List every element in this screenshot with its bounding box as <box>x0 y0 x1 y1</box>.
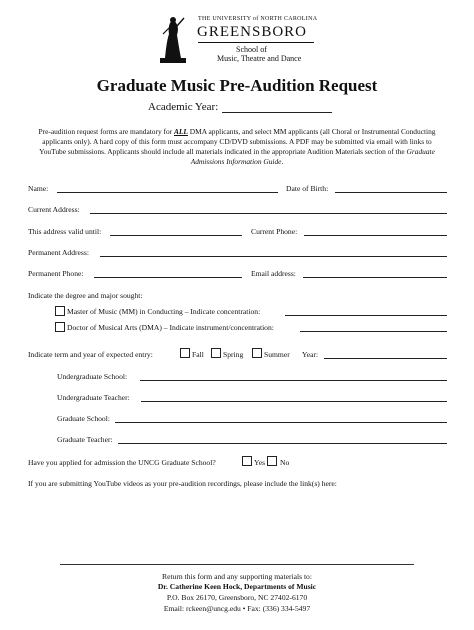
footer-address: P.O. Box 26170, Greensboro, NC 27402-6170 <box>166 593 308 602</box>
page-title: Graduate Music Pre-Audition Request <box>96 76 378 95</box>
dob-label: Date of Birth: <box>286 184 329 193</box>
mm-checkbox[interactable] <box>55 306 65 316</box>
summer-label: Summer <box>264 350 290 359</box>
academic-year-label: Academic Year: <box>148 101 219 113</box>
youtube-links-area[interactable] <box>28 492 447 558</box>
dma-concentration-field[interactable] <box>300 331 447 332</box>
mm-label: Master of Music (MM) in Conducting – Indicate concentration: <box>67 307 261 316</box>
current-address-label: Current Address: <box>28 205 80 214</box>
name-label: Name: <box>28 184 49 193</box>
dma-label: Doctor of Musical Arts (DMA) – Indicate instrument/concentration: <box>67 323 274 332</box>
no-checkbox[interactable] <box>267 456 277 466</box>
degree-prompt: Indicate the degree and major sought: <box>28 291 143 300</box>
applied-question: Have you applied for admission the UNCG Graduate School? <box>28 458 216 467</box>
permanent-phone-label: Permanent Phone: <box>28 269 84 278</box>
statue-icon <box>156 14 190 66</box>
email-label: Email address: <box>251 269 296 278</box>
undergrad-school-field[interactable] <box>140 380 447 381</box>
grad-teacher-label: Graduate Teacher: <box>57 435 113 444</box>
permanent-address-label: Permanent Address: <box>28 248 89 257</box>
yes-label: Yes <box>254 458 266 467</box>
footer-email-fax: Email: rckeen@uncg.edu • Fax: (336) 334-5497 <box>163 604 311 613</box>
footer-contact-name: Dr. Catherine Keen Hock, Departments of Music <box>157 582 317 591</box>
spring-checkbox[interactable] <box>211 348 221 358</box>
dob-field[interactable] <box>335 192 447 193</box>
permanent-address-field[interactable] <box>100 256 447 257</box>
academic-year-field[interactable] <box>222 112 332 113</box>
grad-school-field[interactable] <box>115 422 447 423</box>
year-field[interactable] <box>324 358 447 359</box>
email-field[interactable] <box>303 277 447 278</box>
spring-label: Spring <box>223 350 244 359</box>
grad-teacher-field[interactable] <box>118 443 447 444</box>
current-address-field[interactable] <box>90 213 447 214</box>
undergrad-school-label: Undergraduate School: <box>57 372 128 381</box>
valid-until-label: This address valid until: <box>28 227 102 236</box>
valid-until-field[interactable] <box>110 235 242 236</box>
school-line2: Music, Theatre and Dance <box>217 54 302 63</box>
footer-separator <box>60 564 414 565</box>
year-label: Year: <box>302 350 319 359</box>
current-phone-field[interactable] <box>304 235 447 236</box>
yes-checkbox[interactable] <box>242 456 252 466</box>
header-divider <box>198 42 314 43</box>
no-label: No <box>280 458 290 467</box>
fall-label: Fall <box>192 350 204 359</box>
grad-school-label: Graduate School: <box>57 414 110 423</box>
uncg-logo <box>150 14 330 66</box>
footer-return: Return this form and any supporting materials to: <box>162 572 312 581</box>
youtube-prompt: If you are submitting YouTube videos as your pre-audition recordings, please include the link(s) here: <box>28 479 337 488</box>
dma-checkbox[interactable] <box>55 322 65 332</box>
current-phone-label: Current Phone: <box>251 227 298 236</box>
intro-paragraph: Pre-audition request forms are mandatory for ALL DMA applicants, and select MM applicants (all Choral or Instrumental Conducting applicants only). A hard copy of this form must accompany CD/DVD submissions. A PDF may be submitted via email with links to YouTube submissions. Applicants should include all materials indicated in the appropriate Audition Materials section of the Graduate Admissions Information Guide. <box>38 127 436 166</box>
term-prompt: Indicate term and year of expected entry: <box>28 350 153 359</box>
summer-checkbox[interactable] <box>252 348 262 358</box>
undergrad-teacher-label: Undergraduate Teacher: <box>57 393 130 402</box>
campus-name: GREENSBORO <box>197 24 308 40</box>
fall-checkbox[interactable] <box>180 348 190 358</box>
school-line1: School of <box>236 45 267 54</box>
permanent-phone-field[interactable] <box>94 277 242 278</box>
university-name: THE UNIVERSITY of NORTH CAROLINA <box>198 16 318 22</box>
undergrad-teacher-field[interactable] <box>141 401 447 402</box>
name-field[interactable] <box>57 192 278 193</box>
mm-concentration-field[interactable] <box>285 315 447 316</box>
